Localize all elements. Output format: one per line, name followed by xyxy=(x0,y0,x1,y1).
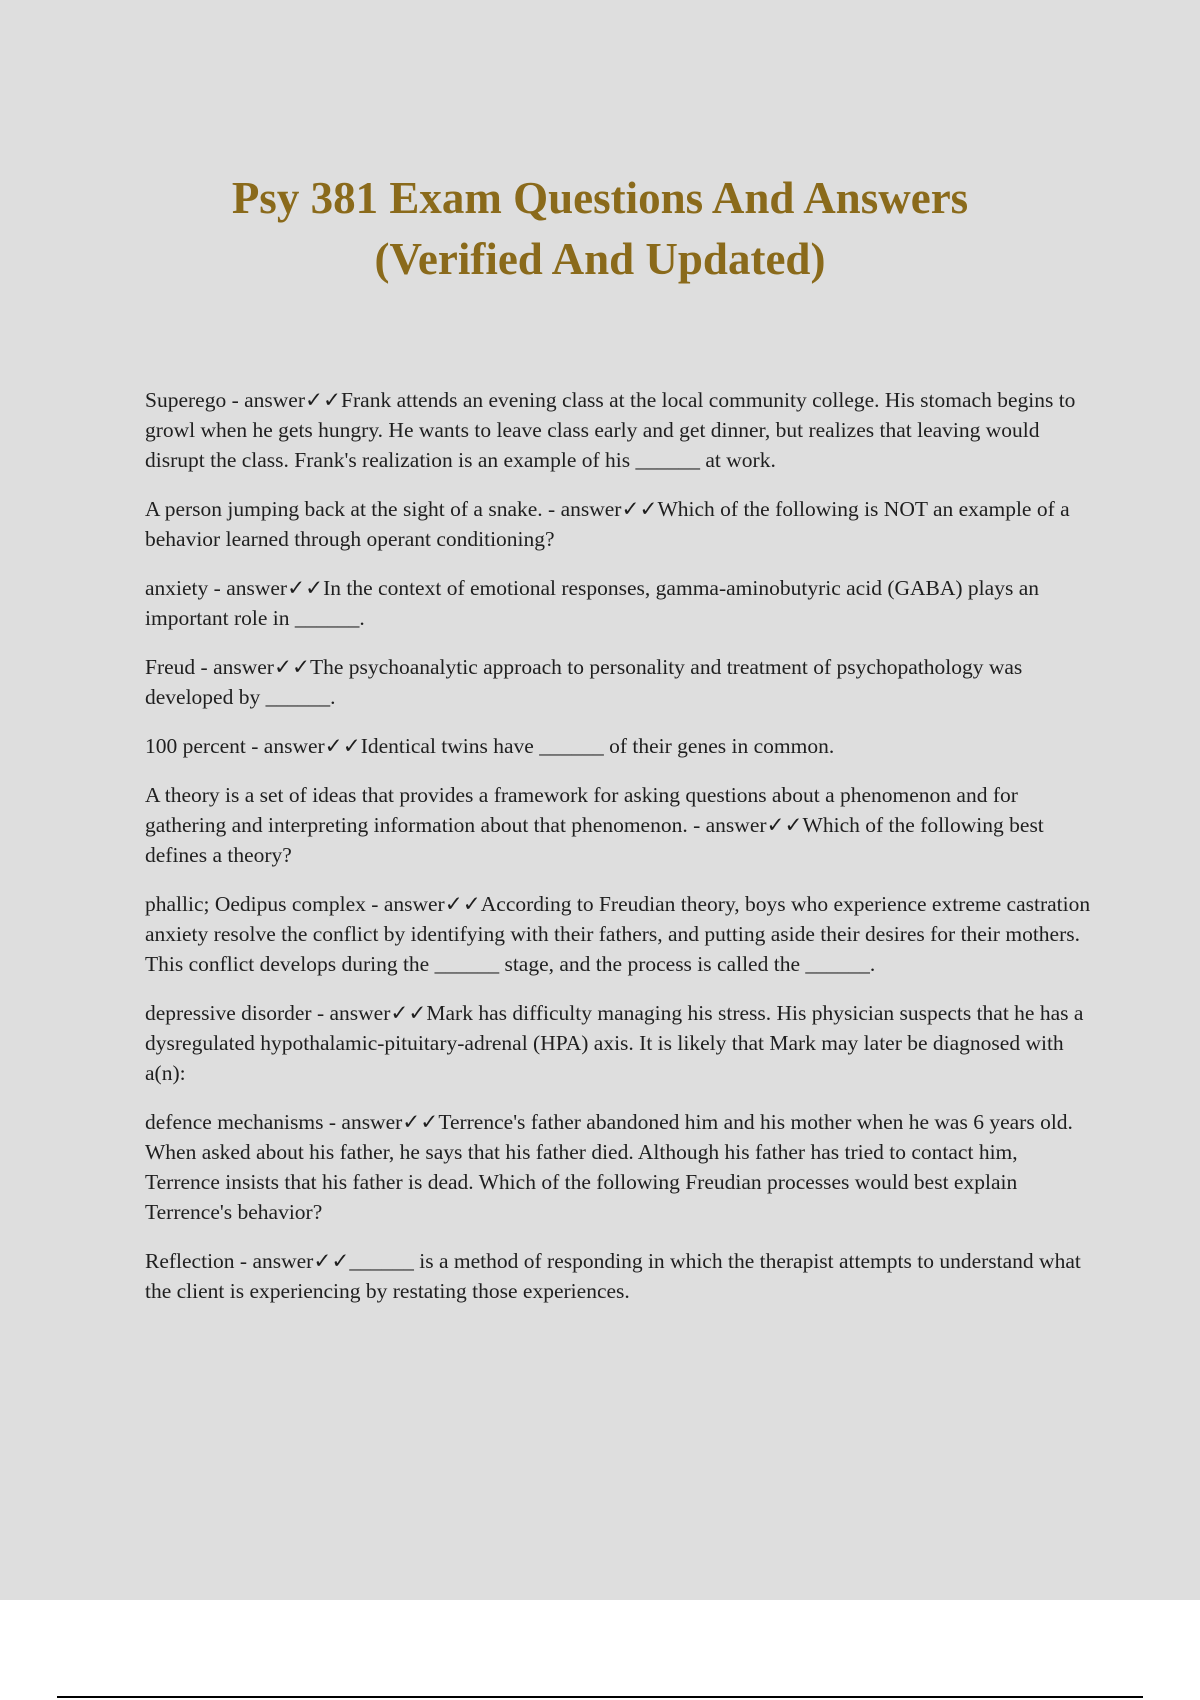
qa-item: 100 percent - answer✓✓Identical twins have ______ of their genes in common. xyxy=(145,734,835,758)
qa-item: phallic; Oedipus complex - answer✓✓According to Freudian theory, boys who experience extreme castration anxiety resolve the conflict by identifying with their fathers, and putting aside their desires for their mothers. This conflict develops during the ______ stage, and the process is called the ______. xyxy=(145,892,1091,976)
qa-item: defence mechanisms - answer✓✓Terrence's father abandoned him and his mother when he was 6 years old. When asked about his father, he says that his father died. Although his father has tried to contact him, Terrence insists that his father is dead. Which of the following Freudian processes would best explain Terrence's behavior? xyxy=(145,1110,1073,1224)
qa-item: A person jumping back at the sight of a snake. - answer✓✓Which of the following is NOT an example of a behavior learned through operant conditioning? xyxy=(145,497,1070,551)
page-divider xyxy=(57,1696,1143,1698)
qa-list xyxy=(145,385,1095,1325)
page-title xyxy=(100,168,1100,290)
qa-item: anxiety - answer✓✓In the context of emotional responses, gamma-aminobutyric acid (GABA) plays an important role in ______. xyxy=(145,576,1039,630)
qa-item: depressive disorder - answer✓✓Mark has difficulty managing his stress. His physician suspects that he has a dysregulated hypothalamic-pituitary-adrenal (HPA) axis. It is likely that Mark may later be diagnosed with a(n): xyxy=(145,1001,1084,1085)
qa-item: Superego - answer✓✓Frank attends an evening class at the local community college. His stomach begins to growl when he gets hungry. He wants to leave class early and get dinner, but realizes that leaving would disrupt the class. Frank's realization is an example of his ______ at work. xyxy=(145,388,1076,472)
qa-item: Reflection - answer✓✓______ is a method of responding in which the therapist attempts to understand what the client is experiencing by restating those experiences. xyxy=(145,1249,1081,1303)
title-line-2: (Verified And Updated) xyxy=(374,234,826,284)
title-line-1: Psy 381 Exam Questions And Answers xyxy=(231,173,969,223)
qa-item: A theory is a set of ideas that provides a framework for asking questions about a phenomenon and for gathering and interpreting information about that phenomenon. - answer✓✓Which of the following best defines a theory? xyxy=(145,783,1044,867)
qa-item: Freud - answer✓✓The psychoanalytic approach to personality and treatment of psychopathology was developed by ______. xyxy=(145,655,1023,709)
